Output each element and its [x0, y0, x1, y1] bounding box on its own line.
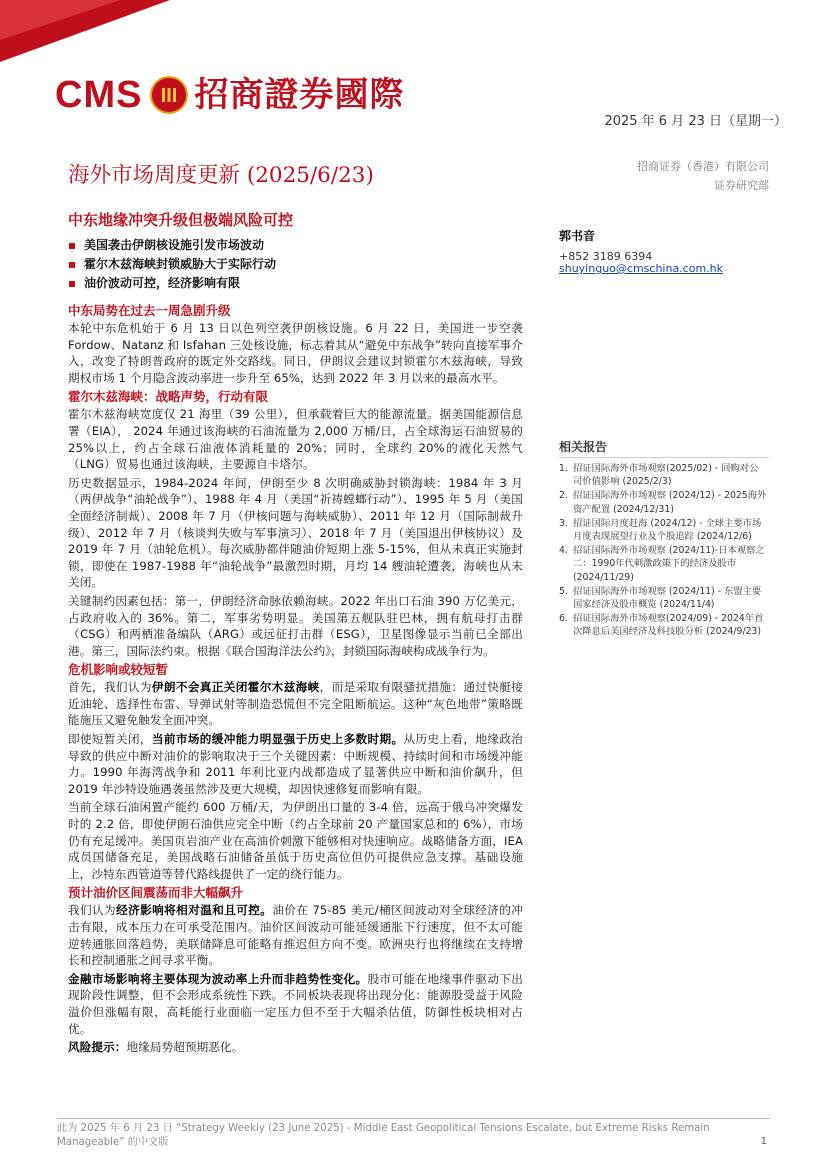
- corner-decoration: [0, 0, 170, 62]
- item-number: 4.: [559, 544, 568, 556]
- text-run: 股市可能在地缘事件驱动下出现阶段性调整，但不会形成系统性下跌。不同板块表现将出现分化：能源股受益于风险溢价但涨幅有限，高耗能行业面临一定压力但不至于大幅杀估值，防御性板块相对占优。: [68, 971, 523, 1036]
- text-run: 油价在 75-85 美元/桶区间波动对全球经济的冲击有限，成本压力在可承受范围内。油价区间波动可能延缓通胀下行速度，但不太可能逆转通胀回落趋势，美联储降息可能略有推迟但方向不变。欧洲央行也将继续在支持增长和控制通胀之间寻求平衡。: [68, 903, 523, 968]
- bullet-square-icon: [69, 281, 75, 287]
- item-text: 招证国际海外市场观察(2024/09) - 2024年首次降息后美国经济及科技股分析 (2024/9/23): [573, 612, 764, 638]
- logo-latin: CMS: [55, 74, 143, 116]
- key-point-text: 霍尔木兹海峡封锁威胁大于实际行动: [84, 257, 277, 271]
- risk-text: 地缘局势超预期恶化。: [126, 1040, 244, 1055]
- emphasis: 当前市场的缓冲能力明显强于历史上多数时期。: [151, 732, 404, 747]
- item-text: 招证国际海外市场观察 (2024/11)-日本观察之二：1990年代刺激政策下的经济及股市 (2024/11/29): [573, 544, 765, 583]
- item-number: 6.: [559, 612, 568, 624]
- key-point-text: 美国袭击伊朗核设施引发市场波动: [84, 238, 265, 252]
- bullet-square-icon: [69, 262, 75, 268]
- company-name: 招商证券（香港）有限公司: [637, 160, 769, 173]
- paragraph: [68, 731, 523, 797]
- text-run: ，而是采取有限骚扰措施：通过快艇接近油轮、选择性布雷、导弹试射等制造恐慌但不完全阻断航运。这种“灰色地带”策略既能施压又避免触发全面冲突。: [68, 680, 523, 728]
- paragraph: [68, 902, 523, 968]
- related-report-item[interactable]: [559, 517, 767, 544]
- section-title: 预计油价区间震荡而非大幅飙升: [68, 885, 244, 901]
- item-number: 3.: [559, 517, 568, 529]
- key-point: [68, 274, 528, 293]
- logo-chinese: 招商證券國際: [194, 75, 405, 115]
- item-text: 招证国际海外市场观察 (2024/11) - 东盟主要国家经济及股市概览 (2024/11/4): [573, 585, 762, 611]
- paragraph: 历史数据显示，1984-2024 年间，伊朗至少 8 次明确威胁封锁海峡：1984 年 3 月（两伊战争“油轮战争”）、1988 年 4 月（美国“祈祷螳螂行动”）、1995 年 5 月（美国全面经济制裁）、2008 年 7 月（伊核问题与海峡威胁）、2011 年 12 月（国际制裁升级）、2012 年 7 月（核谈判失败与军事演习）、2018 年 7 月（美国退出伊核协议）及 2019 年 7 月（油轮危机）。每次威胁都伴随油价短期上涨 5-15%，但从未真正实施封锁，即使在 1987-1988 年“油轮战争”最激烈时期，月均 14 艘油轮遭袭，海峡也从未关闭。: [68, 475, 523, 590]
- text-run: 从历史上看，地缘政治导致的供应中断对油价的影响取决于三个关键因素：中断规模、持续时间和市场缓冲能力。1990 年海湾战争和 2011 年利比亚内战都造成了显著供应中断和油价飙升，但 2019 年沙特设施遇袭虽然涉及更大规模，却因快速修复而影响有限。: [68, 732, 523, 796]
- page-title: 海外市场周度更新 (2025/6/23): [68, 163, 374, 188]
- emphasis: 金融市场影响将主要体现为波动率上升而非趋势性变化。: [68, 971, 368, 986]
- paragraph: [68, 971, 523, 1037]
- logo-emblem-icon: [150, 76, 188, 114]
- report-body: [68, 302, 523, 1058]
- related-report-item[interactable]: [559, 489, 767, 516]
- related-reports-list: [559, 462, 767, 639]
- item-text: 招证国际海外市场观察(2025/02) - 回购对公司价值影响 (2025/2/3): [573, 463, 759, 488]
- analyst-phone: +852 3189 6394: [559, 250, 653, 263]
- company-logo: [55, 72, 415, 118]
- headline: 中东地缘冲突升级但极端风险可控: [68, 211, 294, 229]
- analyst-name: 郭书音: [559, 229, 596, 243]
- risk-label: 风险提示：: [68, 1040, 127, 1055]
- report-date: 2025 年 6 月 23 日（星期一）: [604, 114, 787, 129]
- emphasis: 经济影响将相对温和且可控。: [116, 903, 273, 918]
- page-number: 1: [760, 1136, 767, 1147]
- key-points: [68, 236, 528, 293]
- paragraph: 霍尔木兹海峡宽度仅 21 海里（39 公里），但承载着巨大的能源流量。据美国能源信息署（EIA）， 2024 年通过该海峡的石油流量为 2,000 万桶/日，占全球海运石油贸易的 25%以上，约占全球石油液体消耗量的 20%；同时，全球约 20%的液化天然气（LNG）贸易也通过该海峡，主要源自卡塔尔。: [68, 407, 523, 472]
- section-title: 霍尔木兹海峡：战略声势，行动有限: [68, 389, 269, 405]
- key-point: [68, 255, 528, 274]
- paragraph: [68, 679, 523, 729]
- item-text: 招证国际月度赶海 (2024/12) - 全球主要市场月度表现展望行业及个股追踪 (2024/12/6): [573, 517, 762, 543]
- related-report-item[interactable]: [559, 462, 767, 489]
- item-number: 5.: [559, 585, 568, 597]
- company-department: 证券研究部: [714, 179, 769, 192]
- text-run: 首先，我们认为: [68, 680, 152, 695]
- related-report-item[interactable]: [559, 612, 767, 639]
- paragraph: 本轮中东危机始于 6 月 13 日以色列空袭伊朗核设施。6 月 22 日，美国进一步空袭 Fordow、Natanz 和 Isfahan 三处核设施，标志着其从“避免中东战争”转向直接军事介入，改变了特朗普政府的既定外交路线。同日，伊朗议会建议封锁霍尔木兹海峡，导致期权市场 1 个月隐含波动率进一步升至 65%，达到 2022 年 3 月以来的最高水平。: [68, 321, 523, 385]
- footer-divider: [57, 1118, 770, 1119]
- paragraph: 当前全球石油闲置产能约 600 万桶/天，为伊朗出口量的 3-4 倍，远高于俄乌冲突爆发时的 2.2 倍，即使伊朗石油供应完全中断（约占全球前 20 产量国家总和的 6%），市场仍有充足缓冲。美国页岩油产业在高油价刺激下能够相对快速响应。战略储备方面，IEA 成员国储备充足，美国战略石油储备虽低于历史高位但仍可提供应急支撑。基础设施上，沙特东西管道等替代路线提供了一定的绕行能力。: [68, 800, 523, 881]
- item-number: 2.: [559, 490, 568, 502]
- divider: [559, 457, 769, 458]
- item-number: 1.: [559, 463, 568, 474]
- key-point-text: 油价波动可控，经济影响有限: [84, 276, 241, 290]
- company-info: [637, 157, 769, 195]
- key-point: [68, 236, 528, 255]
- section-title: 中东局势在过去一周急剧升级: [68, 303, 231, 318]
- text-run: 即使短暂关闭，: [68, 732, 152, 747]
- text-run: 我们认为: [68, 903, 117, 918]
- related-reports-heading: 相关报告: [559, 440, 608, 454]
- item-text: 招证国际海外市场观察 (2024/12) - 2025海外资产配置 (2024/12/31): [573, 490, 767, 515]
- related-report-item[interactable]: [559, 544, 767, 584]
- paragraph: 关键制约因素包括：第一，伊朗经济命脉依赖海峡。2022 年出口石油 390 万亿美元，占政府收入的 36%。第二，军事劣势明显。美国第五舰队驻巴林，拥有航母打击群（CSG）和两栖准备编队（ARG）或远征打击群（ESG），卫星图像显示当前已全部出港。第三，国际法约束。根据《联合国海洋法公约》，封锁国际海峡构成战争行为。: [68, 593, 523, 658]
- analyst-email-link[interactable]: shuyinguo@cmschina.com.hk: [559, 262, 724, 275]
- emphasis: 伊朗不会真正关闭霍尔木兹海峡: [151, 680, 320, 695]
- section-title: 危机影响或较短暂: [68, 662, 169, 678]
- risk-warning: [68, 1039, 523, 1056]
- footer-note: 此为 2025 年 6 月 23 日 “Strategy Weekly (23 June 2025) - Middle East Geopolitical Tensions Escalate, but Extreme Risks Remain Manageable” 的中文版: [57, 1123, 710, 1148]
- bullet-square-icon: [69, 243, 75, 249]
- related-report-item[interactable]: [559, 585, 767, 612]
